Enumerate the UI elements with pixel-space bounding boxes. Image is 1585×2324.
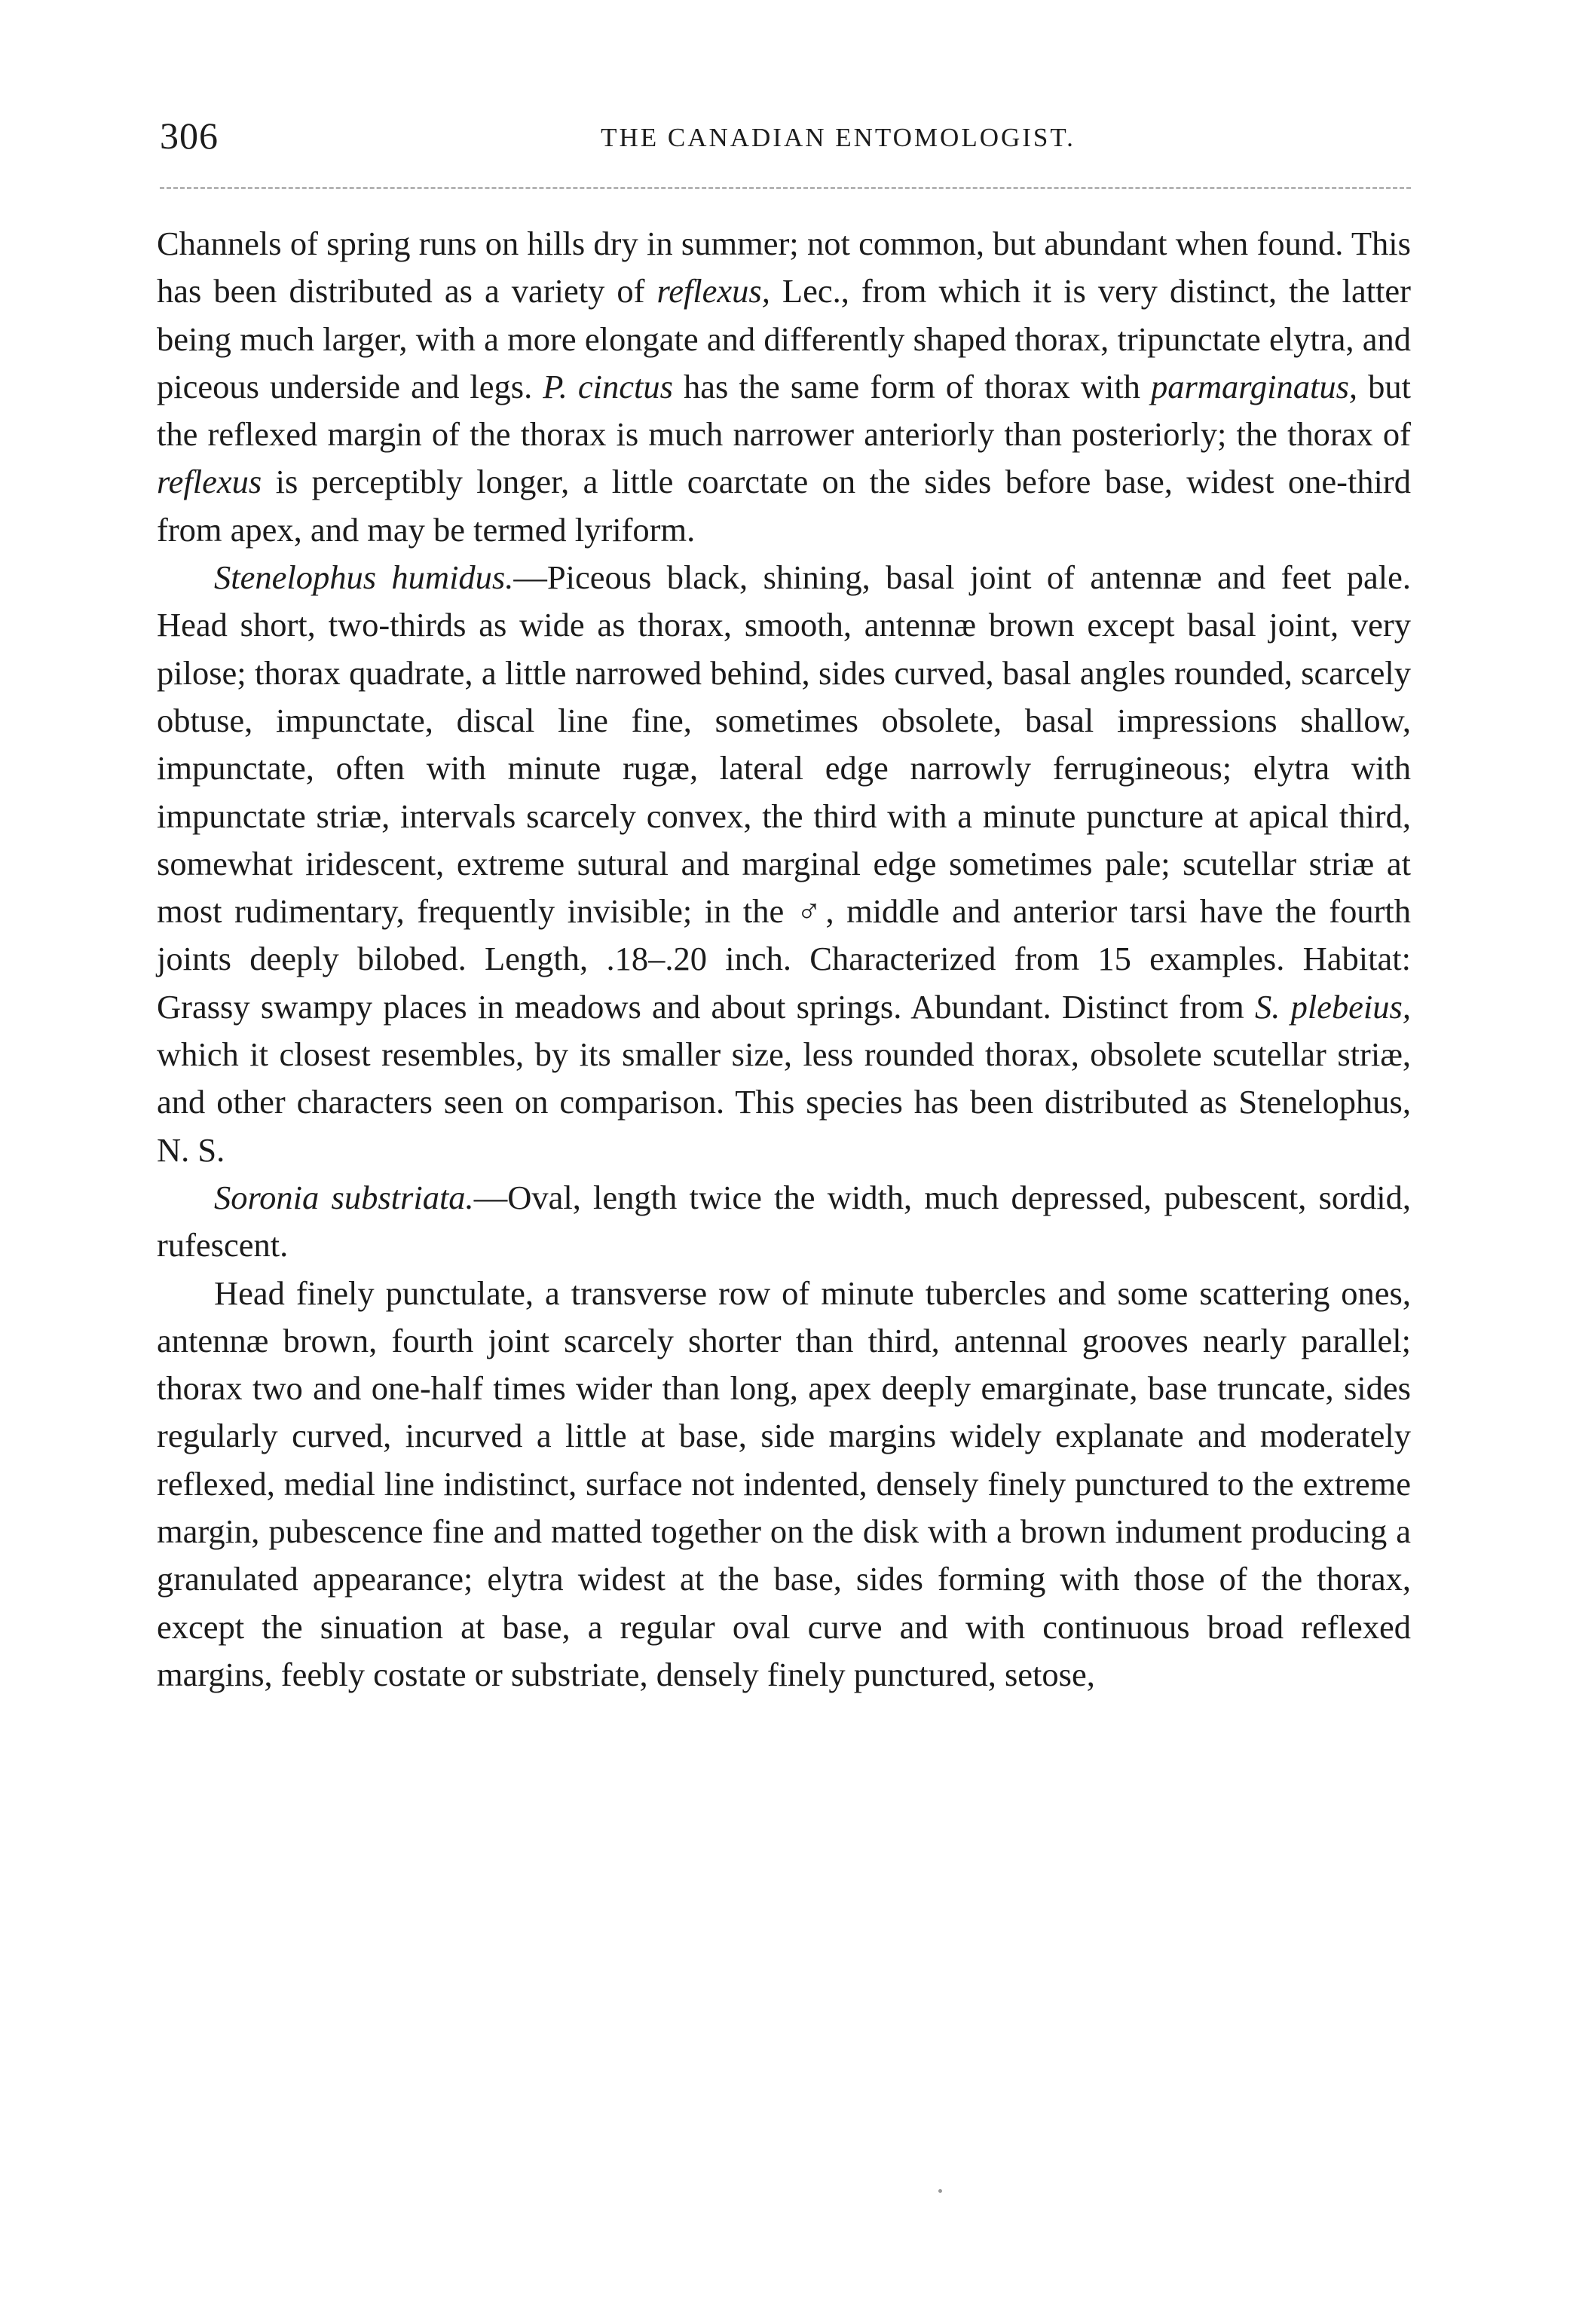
running-head	[160, 113, 1456, 166]
text-run: —Piceous black, shining, basal joint of antennæ and feet pale. Head short, two-thirds as wide as thorax, smooth, antennæ brown except basal joint, very pilose; thorax quadrate, a little narrowed behind, sides curved, basal angles rounded, scarcely obtuse, impunctate, discal line fine, sometimes obsolete, basal impressions shallow, impunctate, often with minute rugæ, lateral edge narrowly ferrugineous; elytra with impunctate striæ, intervals scarcely convex, the third with a minute puncture at apical third, somewhat iridescent, extreme sutural and marginal edge sometimes pale; scutellar striæ at most rudimentary, frequently invisible; in the ♂, middle and anterior tarsi have the fourth joints deeply bilobed. Length, .18–.20 inch. Characterized from 15 examples. Habitat: Grassy swampy places in meadows and about springs. Abundant. Distinct from	[157, 558, 1411, 1026]
body-text	[157, 220, 1411, 1699]
text-run: but the reflexed margin of the thorax is much narrower anteriorly than posteriorly; the thorax of	[157, 367, 1411, 454]
italic-text: Soronia substriata.	[214, 1178, 474, 1216]
ink-speck	[938, 2189, 942, 2193]
text-run: is perceptibly longer, a little coarctate on the sides before base, widest one-third from apex, and may be termed lyriform.	[157, 463, 1411, 549]
body-paragraph	[157, 1270, 1411, 1699]
italic-text: Stenelophus humidus.	[214, 558, 514, 597]
italic-text: parmarginatus,	[1151, 367, 1358, 405]
body-paragraph	[157, 554, 1411, 1174]
body-paragraph	[157, 1174, 1411, 1270]
text-run: Channels of spring runs on hills dry in summer; not common, but abundant when found. This has been distributed as a variety of	[157, 225, 1411, 310]
text-run: Head finely punctulate, a transverse row of minute tubercles and some scattering ones, antennæ brown, fourth joint scarcely shorter than third, antennal grooves nearly parallel; thorax two and one-half times wider than long, apex deeply emarginate, base truncate, sides regularly curved, incurved a little at base, side margins widely explanate and moderately reflexed, medial line indistinct, surface not indented, densely finely punctured to the extreme margin, pubescence fine and matted together on the disk with a brown indument producing a granulated appearance; elytra widest at the base, sides forming with those of the thorax, except the sinuation at base, a regular oval curve and with continuous broad reflexed margins, feebly costate or substriate, densely finely punctured, setose,	[157, 1274, 1411, 1693]
text-run: Lec., from which it is very distinct, the latter being much larger, with a more elongate and differently shaped thorax, tripunctate elytra, and piceous underside and legs.	[157, 272, 1412, 405]
header-rule	[160, 187, 1411, 189]
text-run: has the same form of thorax with	[672, 367, 1152, 405]
body-paragraph	[157, 220, 1411, 554]
page-number: 306	[160, 115, 219, 157]
italic-text: reflexus,	[656, 272, 770, 310]
italic-text: reflexus	[157, 463, 262, 501]
text-run: which it closest resembles, by its smaller size, less rounded thorax, obsolete scutellar striæ, and other characters seen on comparison. This species has been distributed as Stenelophus, N. S.	[157, 1035, 1411, 1169]
journal-title: THE CANADIAN ENTOMOLOGIST.	[601, 123, 1076, 152]
italic-text: P. cinctus	[543, 367, 673, 405]
text-run: —Oval, length twice the width, much depressed, pubescent, sordid, rufescent.	[157, 1178, 1411, 1264]
italic-text: S. plebeius,	[1254, 987, 1411, 1026]
